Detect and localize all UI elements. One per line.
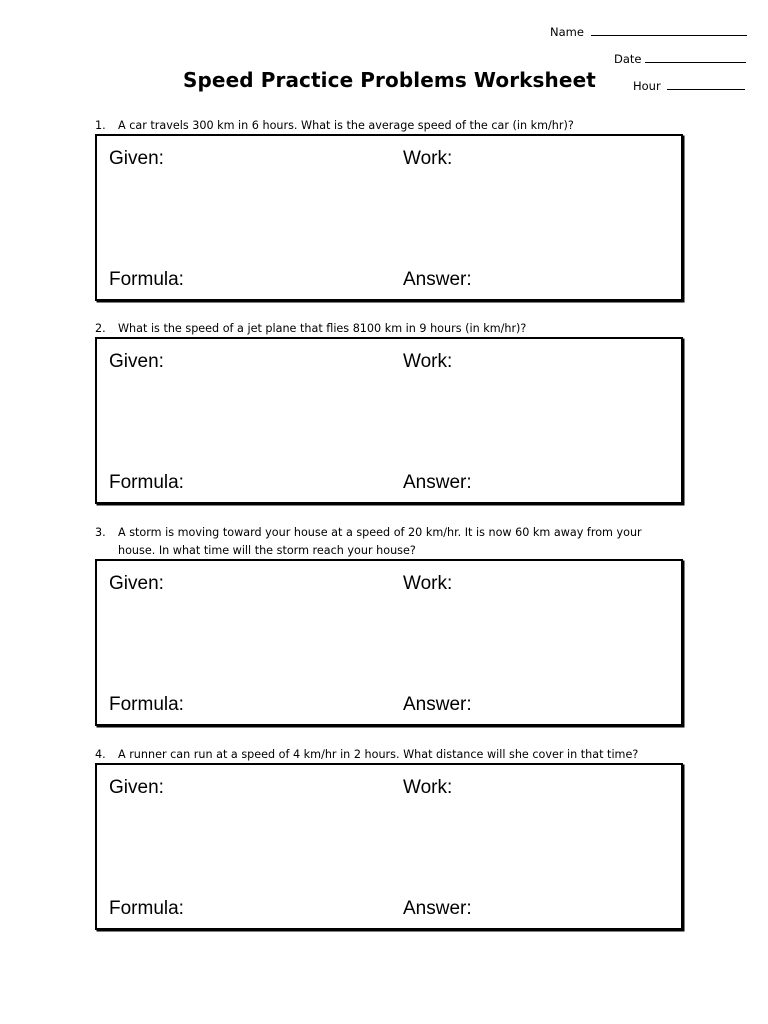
name-label: Name (550, 25, 584, 39)
given-label: Given: (109, 573, 164, 594)
work-label: Work: (403, 148, 453, 169)
question-3 (95, 524, 642, 560)
date-field[interactable] (614, 52, 746, 66)
question-text: What is the speed of a jet plane that flies 8100 km in 9 hours (in km/hr)? (118, 322, 527, 335)
question-1 (95, 117, 574, 135)
question-text-continued: house. In what time will the storm reach your house? (118, 544, 416, 557)
question-text: A storm is moving toward your house at a speed of 20 km/hr. It is now 60 km away from your (118, 526, 642, 539)
date-label: Date (614, 52, 642, 66)
work-label: Work: (403, 573, 453, 594)
formula-label: Formula: (109, 694, 184, 715)
formula-label: Formula: (109, 269, 184, 290)
given-label: Given: (109, 351, 164, 372)
name-line (591, 34, 747, 36)
answer-label: Answer: (403, 694, 472, 715)
question-number: 1. (95, 119, 106, 132)
answer-box-2[interactable] (95, 337, 683, 504)
formula-label: Formula: (109, 472, 184, 493)
answer-label: Answer: (403, 269, 472, 290)
answer-box-1[interactable] (95, 134, 683, 301)
hour-line (667, 88, 745, 90)
answer-box-4[interactable] (95, 763, 683, 930)
formula-label: Formula: (109, 898, 184, 919)
hour-label: Hour (633, 79, 661, 93)
question-4 (95, 746, 638, 764)
given-label: Given: (109, 777, 164, 798)
page-title: Speed Practice Problems Worksheet (183, 68, 596, 92)
answer-label: Answer: (403, 472, 472, 493)
answer-box-3[interactable] (95, 559, 683, 726)
work-label: Work: (403, 351, 453, 372)
question-number: 3. (95, 526, 106, 539)
question-text: A car travels 300 km in 6 hours. What is the average speed of the car (in km/hr)? (118, 119, 574, 132)
question-number: 4. (95, 748, 106, 761)
hour-field[interactable] (633, 79, 745, 93)
name-field[interactable] (550, 25, 747, 39)
question-text: A runner can run at a speed of 4 km/hr in 2 hours. What distance will she cover in that time? (118, 748, 639, 761)
question-2 (95, 320, 526, 338)
work-label: Work: (403, 777, 453, 798)
date-line (645, 61, 746, 63)
question-number: 2. (95, 322, 106, 335)
answer-label: Answer: (403, 898, 472, 919)
given-label: Given: (109, 148, 164, 169)
